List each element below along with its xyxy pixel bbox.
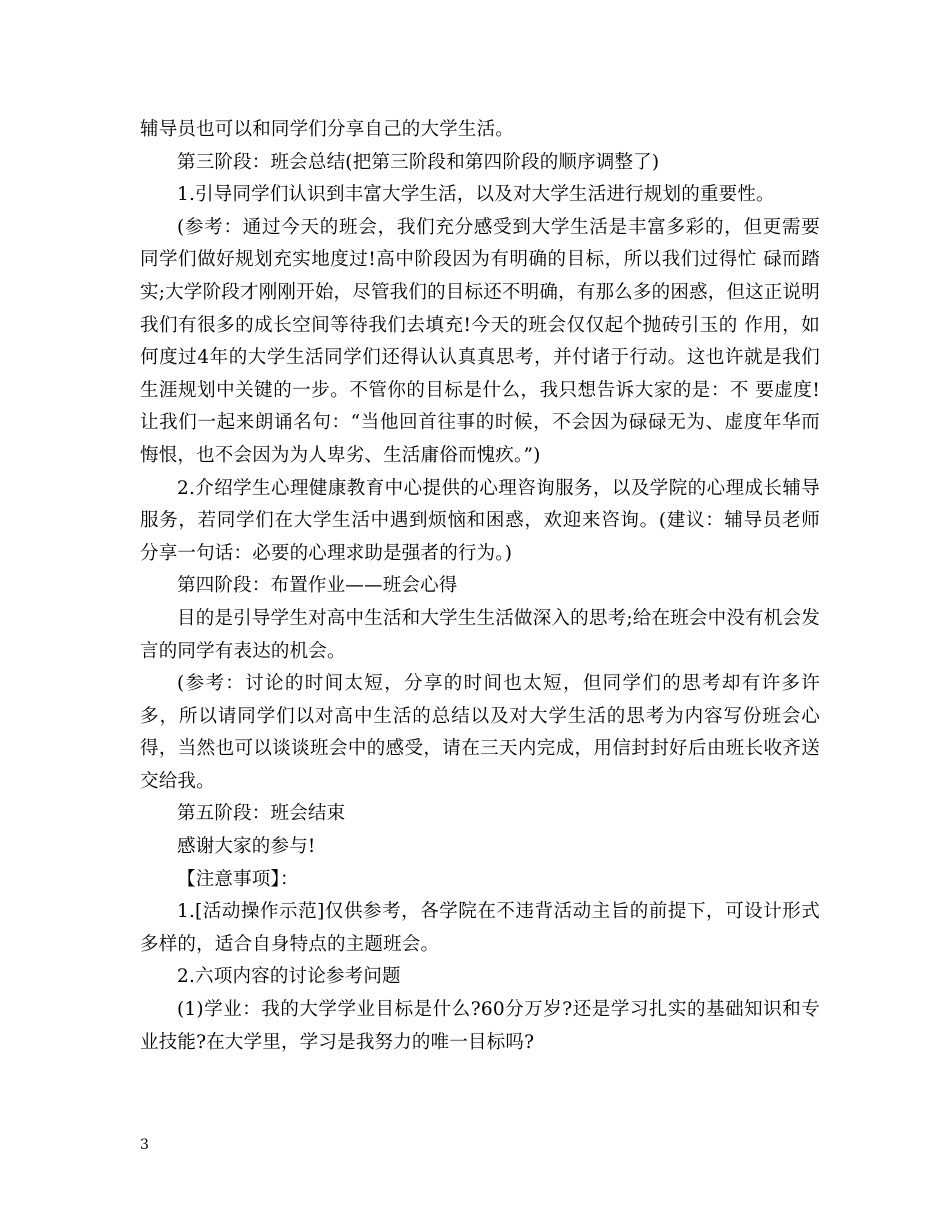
paragraph-14: (1)学业：我的大学学业目标是什么?60分万岁?还是学习扎实的基础知识和专业技能?在大学里，学习是我努力的唯一目标吗? — [140, 999, 820, 1053]
paragraph-13: 2.六项内容的讨论参考问题 — [177, 966, 401, 988]
paragraph-7: 目的是引导学生对高中生活和大学生生活做深入的思考;给在班会中没有机会发言的同学有表达的机会。 — [140, 607, 820, 662]
paragraph-11: 【注意事项】： — [177, 868, 299, 890]
paragraph-3: 1.引导同学们认识到丰富大学生活，以及对大学生活进行规划的重要性。 — [177, 184, 775, 206]
paragraph-10: 感谢大家的参与! — [177, 836, 316, 858]
paragraph-1: 辅导员也可以和同学们分享自己的大学生活。 — [140, 119, 515, 140]
paragraph-2: 第三阶段：班会总结(把第三阶段和第四阶段的顺序调整了) — [177, 151, 660, 173]
page-number: 3 — [140, 1137, 149, 1153]
document-body — [140, 114, 820, 1059]
paragraph-12: 1.[活动操作示范]仅供参考，各学院在不违背活动主旨的前提下，可设计形式多样的，适合自身特点的主题班会。 — [140, 901, 820, 955]
paragraph-8: (参考：讨论的时间太短，分享的时间也太短，但同学们的思考却有许多许多，所以请同学们以对高中生活的总结以及对大学生活的思考为内容写份班会心得，当然也可以谈谈班会中的感受，请在三天内完成，用信封封好后由班长收齐送交给我。 — [140, 673, 820, 792]
paragraph-6: 第四阶段：布置作业——班会心得 — [177, 575, 458, 597]
paragraph-9: 第五阶段：班会结束 — [177, 803, 346, 825]
paragraph-4: (参考：通过今天的班会，我们充分感受到大学生活是丰富多彩的，但更需要同学们做好规划充实地度过!高中阶段因为有明确的目标，所以我们过得忙 碌而踏实;大学阶段才刚刚开始，尽管我们的目标还不明确，有那么多的困惑，但这正说明我们有很多的成长空间等待我们去填充!今天的班会仅仅起个抛砖引玉的 作用，如何度过4年的大学生活同学们还得认认真真思考，并付诸于行动。这也许就是我们生涯规划中关键的一步。不管你的目标是什么，我只想告诉大家的是：不 要虚度!让我们一起来朗诵名句：“当他回首往事的时候，不会因为碌碌无为、虚度年华而悔恨，也不会因为为人卑劣、生活庸俗而愧疚。”) — [140, 216, 820, 466]
paragraph-5: 2.介绍学生心理健康教育中心提供的心理咨询服务，以及学院的心理成长辅导服务，若同学们在大学生活中遇到烦恼和困惑，欢迎来咨询。(建议：辅导员老师分享一句话：必要的心理求助是强者的行为。) — [140, 477, 820, 564]
